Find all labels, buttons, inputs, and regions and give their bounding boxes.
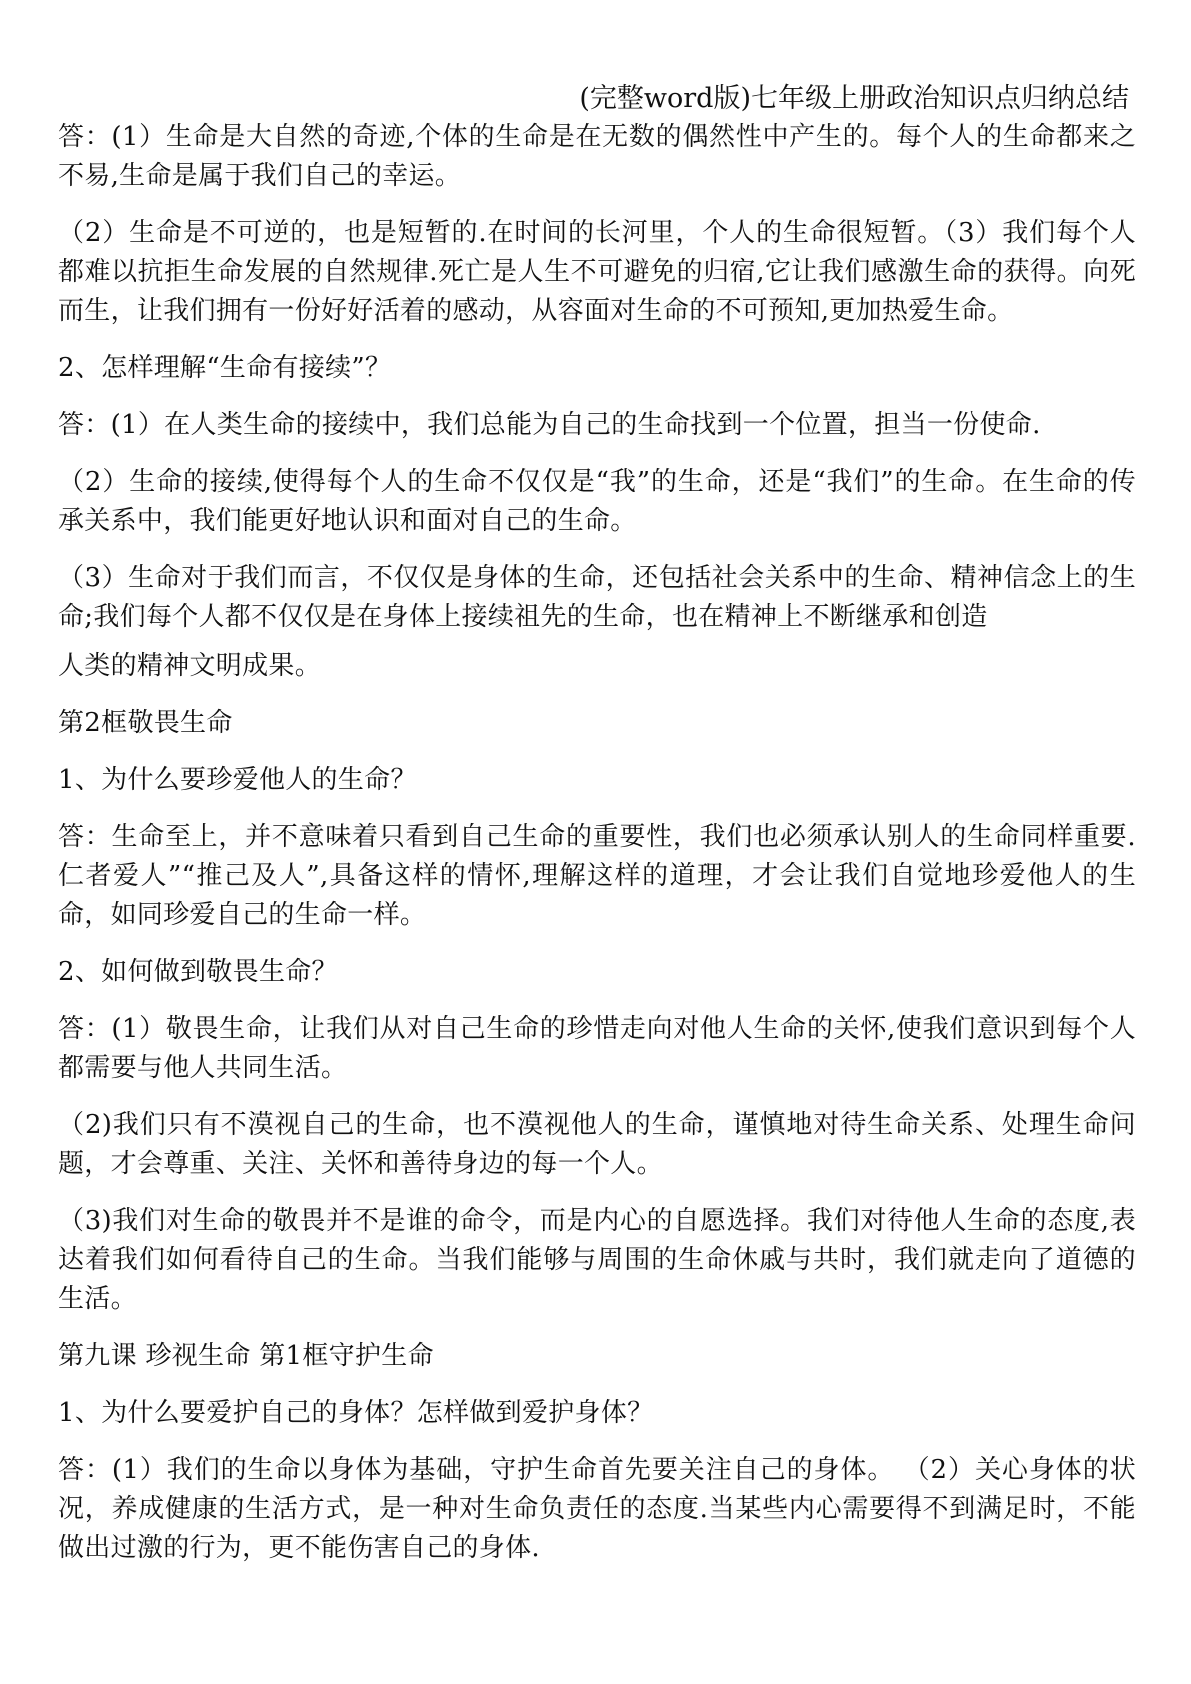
question-heading: 1、为什么要爱护自己的身体？怎样做到爱护身体？ (58, 1398, 654, 1428)
paragraph-answer: 答：(1）在人类生命的接续中，我们总能为自己的生命找到一个位置，担当一份使命. (58, 410, 1041, 440)
section-heading: 第2框敬畏生命 (58, 708, 233, 738)
question-heading: 2、怎样理解“生命有接续”？ (58, 353, 392, 383)
section-heading: 第九课 珍视生命 第1框守护生命 (58, 1341, 434, 1371)
paragraph-answer: （3）生命对于我们而言，不仅仅是身体的生命，还包括社会关系中的生命、精神信念上的生命;我们每个人都不仅仅是在身体上接续祖先的生命，也在精神上不断继承和创造 (58, 563, 1136, 632)
document-body (58, 118, 1136, 1586)
question-heading: 1、为什么要珍爱他人的生命？ (58, 765, 417, 795)
paragraph-answer-1: 答：(1）生命是大自然的奇迹,个体的生命是在无数的偶然性中产生的。每个人的生命都来之不易,生命是属于我们自己的幸运。 (58, 122, 1136, 191)
page-header-title: (完整word版)七年级上册政治知识点归纳总结 (579, 83, 1129, 114)
paragraph-answer: 答：(1）敬畏生命，让我们从对自己生命的珍惜走向对他人生命的关怀,使我们意识到每个人都需要与他人共同生活。 (58, 1014, 1136, 1083)
paragraph-answer: （2)我们只有不漠视自己的生命，也不漠视他人的生命，谨慎地对待生命关系、处理生命问题，才会尊重、关注、关怀和善待身边的每一个人。 (58, 1110, 1136, 1179)
paragraph-answer-2-3: （2）生命是不可逆的，也是短暂的.在时间的长河里，个人的生命很短暂。（3）我们每个人都难以抗拒生命发展的自然规律.死亡是人生不可避免的归宿,它让我们感激生命的获得。向死而生，让我们拥有一份好好活着的感动，从容面对生命的不可预知,更加热爱生命。 (58, 218, 1136, 326)
paragraph-answer: （3)我们对生命的敬畏并不是谁的命令，而是内心的自愿选择。我们对待他人生命的态度,表达着我们如何看待自己的生命。当我们能够与周围的生命休戚与共时，我们就走向了道德的生活。 (58, 1206, 1136, 1314)
question-heading: 2、如何做到敬畏生命？ (58, 957, 338, 987)
paragraph-answer: 答：(1）我们的生命以身体为基础，守护生命首先要关注自己的身体。 （2）关心身体的状况，养成健康的生活方式，是一种对生命负责任的态度.当某些内心需要得不到满足时，不能做出过激的行为，更不能伤害自己的身体. (58, 1455, 1136, 1563)
paragraph-answer: 答：生命至上，并不意味着只看到自己生命的重要性，我们也必须承认别人的生命同样重要.仁者爱人”“推己及人”,具备这样的情怀,理解这样的道理，才会让我们自觉地珍爱他人的生命，如同珍爱自己的生命一样。 (58, 822, 1136, 930)
paragraph-continuation: 人类的精神文明成果。 (58, 651, 322, 681)
paragraph-answer: （2）生命的接续,使得每个人的生命不仅仅是“我”的生命，还是“我们”的生命。在生命的传承关系中，我们能更好地认识和面对自己的生命。 (58, 467, 1136, 536)
